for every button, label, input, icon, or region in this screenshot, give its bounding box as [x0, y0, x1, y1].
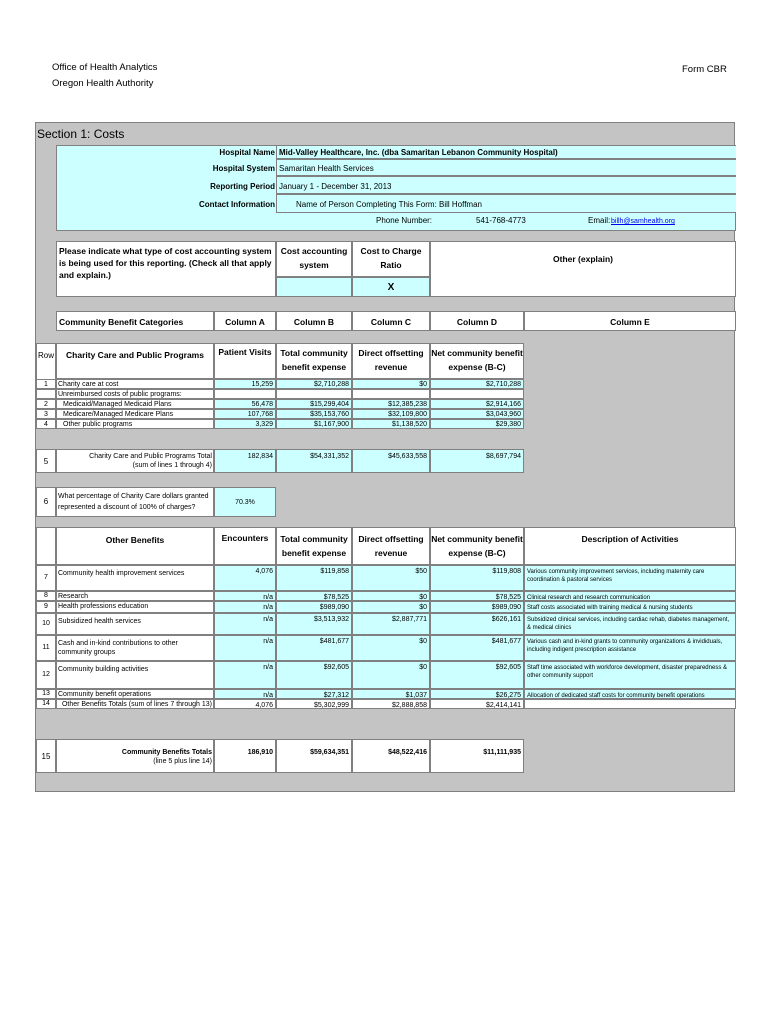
- charity-row-col-d[interactable]: $3,043,960: [430, 409, 524, 419]
- other-row-col-d[interactable]: $92,605: [430, 661, 524, 689]
- row-number: [36, 389, 56, 399]
- encounters-header: Encounters: [214, 527, 276, 565]
- other-row-col-b[interactable]: $989,090: [276, 601, 352, 613]
- column-c-header: Column C: [352, 311, 430, 331]
- cost-accounting-question: Please indicate what type of cost accounting system is being used for this reporting. (Check all that apply and explain.): [56, 241, 276, 297]
- section-title: Section 1: Costs: [37, 127, 125, 141]
- charity-care-header: Charity Care and Public Programs: [56, 343, 214, 379]
- other-row-description: [524, 699, 736, 709]
- other-row-col-c[interactable]: $0: [352, 661, 430, 689]
- charity-row-col-a[interactable]: 3,329: [214, 419, 276, 429]
- charity-discount-percent[interactable]: 70.3%: [214, 487, 276, 517]
- row-number: 4: [36, 419, 56, 429]
- other-row-label: Community building activities: [56, 661, 214, 689]
- grand-total-c: $48,522,416: [352, 739, 430, 773]
- form-id: Form CBR: [682, 64, 727, 75]
- charity-row-label: Charity care at cost: [56, 379, 214, 389]
- other-row-description[interactable]: Clinical research and research communication: [524, 591, 736, 601]
- charity-row-col-d[interactable]: $2,914,166: [430, 399, 524, 409]
- charity-row-col-a[interactable]: 15,259: [214, 379, 276, 389]
- charity-row-col-b[interactable]: $1,167,900: [276, 419, 352, 429]
- other-row-description[interactable]: Various community improvement services, including maternity care coordination & pastoral services: [524, 565, 736, 591]
- hospital-system-label: Hospital System: [212, 164, 275, 173]
- email-link[interactable]: billh@samhealth.org: [611, 218, 675, 225]
- column-e-header: Column E: [524, 311, 736, 331]
- charity-offsetting-revenue-header: Direct offsetting revenue: [352, 343, 430, 379]
- row-number: 11: [36, 635, 56, 661]
- grand-total-a: 186,910: [214, 739, 276, 773]
- other-row-col-c[interactable]: $50: [352, 565, 430, 591]
- reporting-period-label: Reporting Period: [210, 182, 275, 191]
- patient-visits-header: Patient Visits: [214, 343, 276, 379]
- charity-row-col-c: [352, 389, 430, 399]
- charity-row-col-c[interactable]: $1,138,520: [352, 419, 430, 429]
- charity-row-col-b[interactable]: $35,153,760: [276, 409, 352, 419]
- charity-row-col-c[interactable]: $32,109,800: [352, 409, 430, 419]
- other-row-col-d[interactable]: $119,808: [430, 565, 524, 591]
- row-number: 13: [36, 689, 56, 699]
- grand-total-label: [56, 739, 214, 773]
- other-row-col-a[interactable]: n/a: [214, 689, 276, 699]
- other-row-col-d[interactable]: $78,525: [430, 591, 524, 601]
- other-row-col-b[interactable]: $27,312: [276, 689, 352, 699]
- other-row-col-c[interactable]: $0: [352, 591, 430, 601]
- other-row-col-b[interactable]: $3,513,932: [276, 613, 352, 635]
- other-net-expense-header: Net community benefit expense (B-C): [430, 527, 524, 565]
- other-row-label: Research: [56, 591, 214, 601]
- row-number: 9: [36, 601, 56, 613]
- column-d-header: Column D: [430, 311, 524, 331]
- charity-row-col-a: [214, 389, 276, 399]
- other-row-label: Cash and in-kind contributions to other community groups: [56, 635, 214, 661]
- row-number: 6: [36, 487, 56, 517]
- hospital-name-label: Hospital Name: [219, 148, 275, 157]
- charity-row-col-d[interactable]: $29,380: [430, 419, 524, 429]
- row-number: 12: [36, 661, 56, 689]
- other-row-label: Community health improvement services: [56, 565, 214, 591]
- charity-row-col-b[interactable]: $2,710,288: [276, 379, 352, 389]
- other-explain-option: Other (explain): [430, 241, 736, 297]
- other-row-col-c: $2,888,858: [352, 699, 430, 709]
- other-row-description[interactable]: Various cash and in-kind grants to community organizations & invididuals, including indigent prescription assistance: [524, 635, 736, 661]
- other-row-col-d: $2,414,141: [430, 699, 524, 709]
- other-row-col-b[interactable]: $119,858: [276, 565, 352, 591]
- charity-row-col-b: [276, 389, 352, 399]
- charity-total-label-line2: (sum of lines 1 through 4): [132, 462, 212, 469]
- other-row-col-a[interactable]: n/a: [214, 591, 276, 601]
- charity-row-label: Medicaid/Managed Medicaid Plans: [56, 399, 214, 409]
- other-row-label: Health professions education: [56, 601, 214, 613]
- row-number: 14: [36, 699, 56, 709]
- other-row-description[interactable]: Allocation of dedicated staff costs for community benefit operations: [524, 689, 736, 699]
- row-number: 10: [36, 613, 56, 635]
- charity-total-d[interactable]: $8,697,794: [430, 449, 524, 473]
- other-benefits-header: Other Benefits: [56, 527, 214, 565]
- other-row-col-d[interactable]: $626,161: [430, 613, 524, 635]
- grand-total-b: $59,634,351: [276, 739, 352, 773]
- cost-accounting-checkbox[interactable]: [276, 277, 352, 297]
- charity-total-b[interactable]: $54,331,352: [276, 449, 352, 473]
- other-row-col-a[interactable]: 4,076: [214, 565, 276, 591]
- charity-row-col-b[interactable]: $15,299,404: [276, 399, 352, 409]
- other-row-col-d[interactable]: $989,090: [430, 601, 524, 613]
- phone-value[interactable]: 541-768-4773: [476, 216, 526, 225]
- charity-total-c[interactable]: $45,633,558: [352, 449, 430, 473]
- other-row-col-b: $5,302,999: [276, 699, 352, 709]
- other-row-label: Other Benefits Totals (sum of lines 7 through 13): [56, 699, 214, 709]
- column-b-header: Column B: [276, 311, 352, 331]
- row-number: 8: [36, 591, 56, 601]
- charity-total-label: [56, 449, 214, 473]
- charity-row-col-d: [430, 389, 524, 399]
- row-number: 5: [36, 449, 56, 473]
- charity-row-col-a[interactable]: 56,478: [214, 399, 276, 409]
- charity-row-col-c[interactable]: $12,385,238: [352, 399, 430, 409]
- other-row-label: Community benefit operations: [56, 689, 214, 699]
- org-line1: Office of Health Analytics: [52, 62, 158, 73]
- other-row-col-a[interactable]: n/a: [214, 613, 276, 635]
- other-row-col-c[interactable]: $2,887,771: [352, 613, 430, 635]
- other-row-col-c[interactable]: $1,037: [352, 689, 430, 699]
- row-number: 3: [36, 409, 56, 419]
- phone-label: Phone Number:: [376, 216, 433, 225]
- charity-row-col-d[interactable]: $2,710,288: [430, 379, 524, 389]
- other-row-col-b[interactable]: $481,677: [276, 635, 352, 661]
- cost-sheet: [35, 122, 735, 792]
- grand-total-d: $11,111,935: [430, 739, 524, 773]
- grand-total-label-line2: (line 5 plus line 14): [153, 758, 212, 765]
- reporting-period-value[interactable]: January 1 - December 31, 2013: [276, 176, 736, 194]
- other-row-description[interactable]: Staff time associated with workforce development, disaster preparedness & other community support: [524, 661, 736, 689]
- hospital-name-value[interactable]: Mid-Valley Healthcare, Inc. (dba Samaritan Lebanon Community Hospital): [276, 145, 736, 159]
- charity-row-col-c[interactable]: $0: [352, 379, 430, 389]
- org-line2: Oregon Health Authority: [52, 78, 154, 89]
- row-number: 2: [36, 399, 56, 409]
- charity-row-label: Medicare/Managed Medicare Plans: [56, 409, 214, 419]
- hospital-system-value[interactable]: Samaritan Health Services: [276, 159, 736, 176]
- other-row-col-c[interactable]: $0: [352, 635, 430, 661]
- column-a-header: Column A: [214, 311, 276, 331]
- contact-name[interactable]: Name of Person Completing This Form: Bill Hoffman: [296, 200, 482, 209]
- other-row-col-b[interactable]: $92,605: [276, 661, 352, 689]
- contact-info-label: Contact Information: [199, 200, 275, 209]
- description-header: Description of Activities: [524, 527, 736, 565]
- charity-row-label: Unreimbursed costs of public programs:: [56, 389, 214, 399]
- other-row-description[interactable]: Subsidized clinical services, including cardiac rehab, diabetes management, & medical clinics: [524, 613, 736, 635]
- other-row-col-a: 4,076: [214, 699, 276, 709]
- charity-total-label-line1: Charity Care and Public Programs Total: [89, 453, 212, 460]
- row-number: 7: [36, 565, 56, 591]
- org-header: [52, 60, 157, 92]
- other-row-col-d[interactable]: $26,275: [430, 689, 524, 699]
- community-benefit-categories-header: Community Benefit Categories: [56, 311, 214, 331]
- row-number: 15: [36, 739, 56, 773]
- other-offsetting-revenue-header: Direct offsetting revenue: [352, 527, 430, 565]
- row-column-header: [36, 527, 56, 565]
- other-row-label: Subsidized health services: [56, 613, 214, 635]
- other-row-col-b[interactable]: $78,525: [276, 591, 352, 601]
- charity-discount-question: What percentage of Charity Care dollars granted represented a discount of 100% of charges?: [56, 487, 214, 517]
- row-header-label: Row: [37, 351, 54, 360]
- email-label: Email:: [588, 216, 611, 225]
- other-row-col-a[interactable]: n/a: [214, 635, 276, 661]
- row-number: 1: [36, 379, 56, 389]
- other-total-expense-header: Total community benefit expense: [276, 527, 352, 565]
- other-row-description[interactable]: Staff costs associated with training medical & nursing students: [524, 601, 736, 613]
- cost-to-charge-option: Cost to Charge Ratio: [352, 241, 430, 277]
- other-row-col-d[interactable]: $481,677: [430, 635, 524, 661]
- other-row-col-a[interactable]: n/a: [214, 601, 276, 613]
- charity-row-col-a[interactable]: 107,768: [214, 409, 276, 419]
- cost-to-charge-checkbox[interactable]: X: [352, 277, 430, 297]
- charity-row-label: Other public programs: [56, 419, 214, 429]
- cost-accounting-option: Cost accounting system: [276, 241, 352, 277]
- other-row-col-a[interactable]: n/a: [214, 661, 276, 689]
- other-row-col-c[interactable]: $0: [352, 601, 430, 613]
- charity-net-expense-header: Net community benefit expense (B-C): [430, 343, 524, 379]
- grand-total-label-line1: Community Benefits Totals: [121, 749, 212, 756]
- charity-total-expense-header: Total community benefit expense: [276, 343, 352, 379]
- charity-total-a[interactable]: 182,834: [214, 449, 276, 473]
